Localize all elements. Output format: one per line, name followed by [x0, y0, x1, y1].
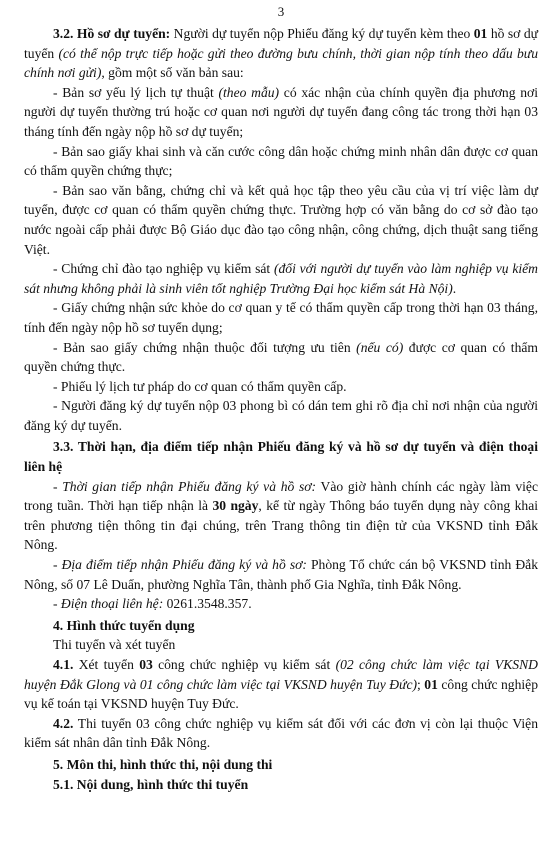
section-4-heading: 4. Hình thức tuyển dụng — [53, 617, 195, 633]
section-3-3-heading: 3.3. Thời hạn, địa điểm tiếp nhận Phiếu đăng ký và hồ sơ dự tuyển và điện thoại liên hệ — [24, 439, 538, 475]
section-4-1: 4.1. Xét tuyển 03 công chức nghiệp vụ kiểm sát (02 công chức làm việc tại VKSND huyện Đắk Glong và 01 công chức làm việc tại VKSND huyện Tuy Đức); 01 công chức nghiệp vụ kế toán tại VKSND huyện Tuy Đức. — [24, 657, 538, 712]
section-5-heading: 5. Môn thi, hình thức thi, nội dung thi — [53, 756, 273, 772]
section-4-sub: Thi tuyển và xét tuyển — [53, 637, 176, 653]
doc-item-diplomas: - Bản sao văn bằng, chứng chỉ và kết quả học tập theo yêu cầu của vị trí việc làm dự tuyển, được cơ quan có thẩm quyền chứng thực. Trường hợp có văn bằng do cơ sở đào tạo nước ngoài cấp phải được Bộ Giáo dục đào tạo công nhận, công chứng, dịch thuật sang tiếng Việt. — [24, 182, 538, 257]
doc-item-judicial-record: - Phiếu lý lịch tư pháp do cơ quan có thẩm quyền cấp. — [53, 378, 347, 394]
doc-item-priority-cert: - Bản sao giấy chứng nhận thuộc đối tượng ưu tiên (nếu có) được cơ quan có thẩm quyền chứng thực. — [24, 339, 538, 375]
page-number: 3 — [277, 4, 285, 19]
section-3-2-intro: 3.2. Hồ sơ dự tuyển: Người dự tuyển nộp Phiếu đăng ký dự tuyển kèm theo 01 hồ sơ dự tuyển (có thể nộp trực tiếp hoặc gửi theo đường bưu chính, thời gian nộp tính theo dấu bưu chính nơi gửi), gồm một số văn bản sau: — [24, 26, 539, 81]
contact-phone: - Điện thoại liên hệ: 0261.3548.357. — [53, 596, 252, 612]
section-5-1-heading: 5.1. Nội dung, hình thức thi tuyển — [53, 776, 249, 792]
section-3-2-heading: 3.2. Hồ sơ dự tuyển: — [53, 26, 171, 41]
doc-item-cv: - Bản sơ yếu lý lịch tự thuật (theo mẫu) có xác nhận của chính quyền địa phương nơi người dự tuyển thường trú hoặc cơ quan nơi người dự tuyển đang công tác trong thời hạn 03 tháng tính đến ngày nộp hồ sơ dự tuyển; — [24, 84, 538, 139]
receiving-time: - Thời gian tiếp nhận Phiếu đăng ký và hồ sơ: Vào giờ hành chính các ngày làm việc trong tuần. Thời hạn tiếp nhận là 30 ngày, kể từ ngày Thông báo tuyển dụng này công khai trên phương tiện thông tin đại chúng, trên Trang thông tin điện tử của VKSND tỉnh Đắk Nông. — [24, 478, 539, 553]
receiving-place: - Địa điểm tiếp nhận Phiếu đăng ký và hồ sơ: Phòng Tổ chức cán bộ VKSND tỉnh Đắk Nông, số 07 Lê Duẩn, phường Nghĩa Tân, thành phố Gia Nghĩa, tỉnh Đắk Nông. — [24, 557, 538, 592]
doc-item-envelopes: - Người đăng ký dự tuyển nộp 03 phong bì có dán tem ghi rõ địa chỉ nơi nhận của người đăng ký dự tuyển. — [24, 398, 538, 433]
doc-item-health-cert: - Giấy chứng nhận sức khỏe do cơ quan y tế có thẩm quyền cấp trong thời hạn 03 tháng, tính đến ngày nộp hồ sơ tuyển dụng; — [24, 300, 538, 335]
doc-item-birth-cert: - Bản sao giấy khai sinh và căn cước công dân hoặc chứng minh nhân dân được cơ quan có thẩm quyền chứng thực; — [24, 143, 538, 179]
section-4-2: 4.2. Thi tuyển 03 công chức nghiệp vụ kiểm sát đối với các đơn vị còn lại thuộc Viện kiểm sát nhân dân tỉnh Đắk Nông. — [24, 715, 538, 751]
doc-item-training-cert: - Chứng chỉ đào tạo nghiệp vụ kiểm sát (đối với người dự tuyển vào làm nghiệp vụ kiểm sát nhưng không phải là sinh viên tốt nghiệp Trường Đại học kiểm sát Hà Nội). — [24, 261, 538, 296]
